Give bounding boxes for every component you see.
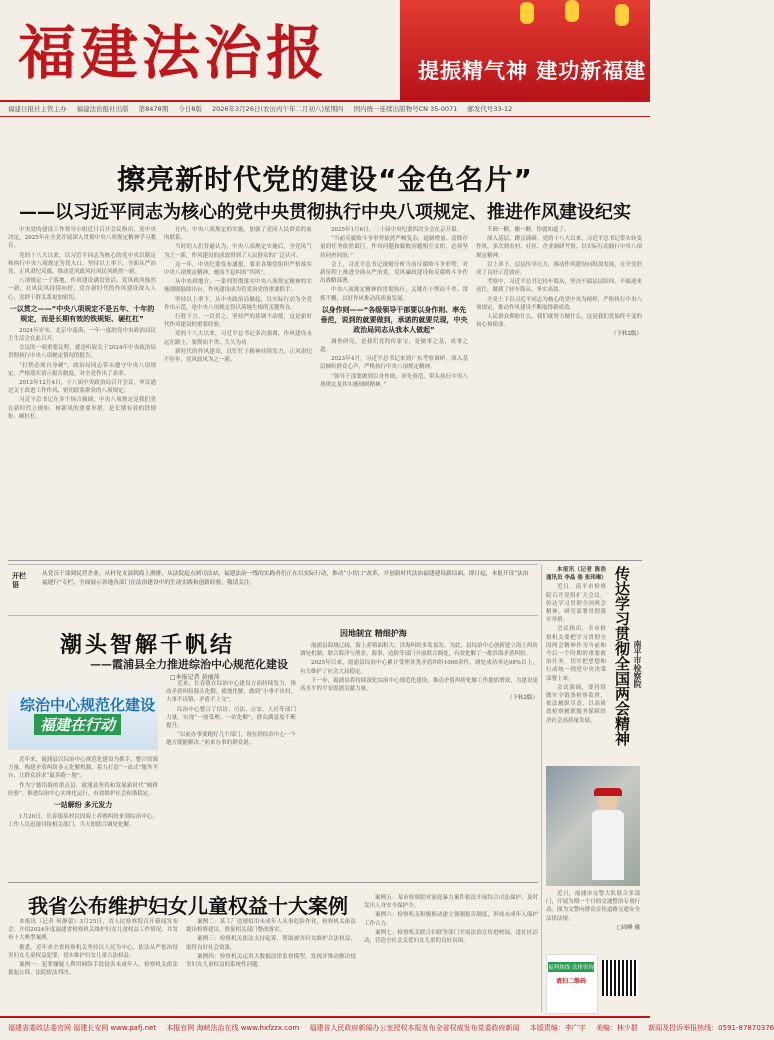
paragraph: 本报讯（记者 何静蕾）3月25日，省人民检察院召开新闻发布会，介绍2024年度福建省检察机关维护妇女儿童权益工作情况，并发布十大典型案例。	[8, 919, 178, 942]
sidebar-headline: 传达学习贯彻全国两会精神	[613, 566, 631, 746]
paragraph: 2023年4月，习近平总书记来到广东考察调研，深入基层倾听群众心声，严格执行中央八项规定精神。	[320, 356, 468, 371]
section-subtitle: 一站解纷 多元发力	[53, 801, 113, 810]
paragraph: 2024年岁末，北京中南海，一年一度的党中央政治局民主生活会在此召开。	[8, 327, 156, 343]
paragraph: 近来，长春镇在综治中心建设方面持续发力，推动矛盾纠纷源头化解、就地化解，做到“小事不出村、大事不出镇、矛盾不上交”。	[166, 681, 296, 704]
photo-credit: □周峰 摄	[616, 924, 640, 931]
feature-column-1	[8, 756, 158, 876]
paragraph: 案例五：某市检察院对家庭暴力案件依法开展综合司法保护，及时发出人身安全保护令。	[364, 895, 538, 910]
feature-caption: 因地制宜 精细护海	[340, 629, 407, 638]
paragraph: 案例六：检察机关积极推动建立强制报告制度，形成未成年人保护工作合力。	[364, 912, 538, 927]
paragraph: 案例七：检察机关联合妇联等部门开展法治宣传进校园、进社区活动，营造全社会关爱妇女儿童的良好氛围。	[364, 929, 538, 945]
footer-editor: 本版责编：李广宇	[529, 1024, 586, 1032]
footer-text: 福建省人民政府新闻办公室授权本报发布全省权威发布党委政府新闻	[309, 1024, 520, 1032]
paragraph: 据悉，近年来全省检察机关坚持以人民为中心，依法从严惩治侵害妇女儿童权益犯罪，切实维护妇女儿童合法权益。	[8, 944, 178, 959]
footer-hotline: 新闻及投诉举报热线：0591-87870376	[648, 1024, 774, 1032]
paragraph: 从中央到地方，一系列贯彻落实中央八项规定精神的实施细则陆续出台，作风建设成为管党治党的重要抓手。	[164, 279, 312, 294]
caption-text: 近日，霞浦市交警大队联合多部门，开展为期一个月的交通整治专项行动。图为交警向群众宣传道路交通安全法律法规。	[546, 891, 640, 922]
footer-link[interactable]: 福建省委政法委官网 福建长安网 www.pafj.net	[8, 1024, 157, 1032]
paragraph: “当前反腐败斗争形势依然严峻复杂，遏制增量、清除存量的任务依然艰巨。作风问题和腐败问题相互交织，必须坚持同查同治。”	[320, 236, 468, 259]
column-divider	[541, 564, 542, 1012]
paragraph: 会议强调，要持续做实全链条检察监督，依法履职尽责，以高质效检察履职服务保障经济社会高质量发展。	[546, 684, 606, 724]
lead-subhead: ——以习近平同志为核心的党中央贯彻执行中央八项规定、推进作风建设纪实	[19, 202, 631, 223]
police-photo	[546, 766, 640, 886]
paragraph: 作为宁德沿海的重点县，霞浦县坚持和发展新时代“枫桥经验”，推进综治中心实体化运行，有效维护社会和谐稳定。	[8, 782, 158, 797]
feature-column-2	[166, 680, 296, 876]
paragraph: 案例一：犯罪嫌疑人利用网络手段侵害未成年人，检察机关依法提起公诉，法院依法判决。	[8, 962, 178, 977]
paragraph: 案例三：检察机关依法支持起诉，帮助被害妇女维护合法权益，取得良好社会效果。	[186, 936, 356, 951]
paragraph: 近年来，霞浦县以综治中心规范化建设为抓手，整合资源力量，构建矛盾纠纷多元化解机制，着力打造“一站式”服务平台，让群众诉求“最多跑一地”。	[8, 757, 158, 780]
feature-column-3	[300, 642, 538, 878]
feature-subhead: ——霞浦县全力推进综治中心规范化建设	[90, 658, 288, 671]
newspaper-title: 福建法治报	[18, 19, 329, 87]
paragraph: 这一年，中央纪委发布通报，要求各级党组织严格落实中央八项规定精神，驰而不息纠治“四风”。	[164, 261, 312, 277]
footer-designer: 美编：林少群	[595, 1024, 638, 1032]
paragraph: 综治中心整合了信访、司法、公安、人社等部门力量，实现“一窗受理、一站化解”，群众满意度不断提升。	[166, 706, 296, 730]
paragraph: “领导干部要做到以身作则、率先垂范，带头执行中央八项规定及其实施细则精神。”	[320, 373, 468, 388]
paragraph: 会议指出，全市检察机关要把学习贯彻全国两会精神作为当前和今后一个时期的重要政治任务，切实把思想和行动统一到党中央决策部署上来。	[546, 626, 606, 682]
paragraph: 全党上下以习近平同志为核心的党中央为榜样，严格执行中央八项规定，推动作风建设不断取得新成效。	[476, 296, 642, 311]
paragraph: 人民群众期盼什么，我们就努力做什么，这是我们党始终不变的初心和使命。	[476, 314, 642, 329]
paragraph: 党的十八大以来，以习近平同志为核心的党中央以制定和执行中央八项规定为切入口，坚持以上率下，全面从严治党，正风肃纪反腐，推动党风政风社风民风焕然一新。	[8, 252, 156, 276]
ad-line-1: 福利热线 法律咨询	[548, 962, 594, 972]
paragraph: 2025年以来，霞浦县综治中心累计受理各类矛盾纠纷1000余件，调处成功率达98%以上，有力维护了社会大局稳定。	[300, 660, 538, 675]
column-intro-text: 从党员干部到民营企业，从村党支部到海上渔排，从法院起点到司法站，福建法治一线的实践者们正在以实际行动，推动“小切口”改革，开创新时代法治福建建设新局面。即日起，本报开设“法治福建行”专栏，全面展示各地各部门在法治建设中的生动实践和创新经验，敬请关注。	[42, 571, 529, 586]
cases-column-2	[186, 918, 356, 1012]
paragraph: 习近平总书记在多个场合强调，中央八项规定是我们党在新时代立规矩、树新风的重要举措，是长期有效的铁规矩、硬杠杠。	[8, 397, 156, 420]
issue-info-bar	[0, 100, 650, 117]
paragraph: 案例四：检察机关运用大数据法律监督模型，发现并推动解决侵害妇女儿童权益的系统性问题。	[186, 953, 356, 969]
paragraph: 深入基层，蹲点调研。党的十八大以来，习近平总书记带头转变作风，多次到农村、社区、企业调研考察，以实际行动践行中央八项规定精神。	[476, 236, 642, 259]
lantern-icon	[520, 2, 534, 24]
paragraph: 霞浦县海域辽阔，海上养殖面积大，涉海纠纷多发易发。为此，县综治中心创新建立海上纠纷调处机制，联合海洋与渔业、海事、边防等部门开展联合调处，有效化解了一批涉海矛盾纠纷。	[300, 643, 538, 658]
lead-column-3	[320, 226, 468, 556]
section-divider	[8, 882, 538, 883]
paragraph: 行胜于言。一以贯之，坚持严的基调不动摇，这是新时代作风建设的重要经验。	[164, 314, 312, 329]
continued-note: （下转2版）	[507, 695, 538, 702]
lead-column-4	[476, 226, 642, 556]
lead-column-2	[164, 226, 312, 556]
issue-date: 2026年3月26日(农历丙午年二月初八)星期四	[212, 105, 344, 113]
photo-caption	[546, 890, 640, 948]
cases-column-3	[364, 894, 538, 1012]
qr-code-icon[interactable]	[602, 960, 638, 996]
paragraph: “以前办事要跑好几个部门，现在到综治中心一个地方就能解决。”前来办事的群众说。	[166, 732, 296, 747]
paragraph: 当时的人们普遍认为，中央八项规定实施后，全党风气为之一新，作风建设的成效得到了人民群众的广泛认可。	[164, 244, 312, 259]
issue-number: 第8478期	[138, 105, 169, 113]
paragraph: 案例二：某工厂违规招用未成年人从事危险作业，检察机关依法提出检察建议，督促相关部门整改落实。	[186, 919, 356, 934]
column-intro-tag: 开栏语	[12, 572, 26, 589]
footer-bar	[0, 1016, 774, 1040]
paragraph: 党的十八大以来，习近平总书记多次强调，作风建设永远在路上，要锲而不舍、久久为功。	[164, 331, 312, 346]
publisher-text: 福建日报社主管主办	[8, 105, 67, 113]
paragraph: 会上，习近平总书记深刻分析当前反腐败斗争形势，对新征程上推进全面从严治党、党风廉政建设和反腐败斗争作出战略部署。	[320, 261, 468, 285]
paragraph: 以上率下，层层传导压力，推动作风建设向纵深发展，在全党形成了良好示范效应。	[476, 261, 642, 277]
publisher-text: 福建法治报社出版	[76, 105, 129, 113]
slogan-text: 提振精气神 建功新福建	[418, 59, 647, 83]
sidebar-org: 南平市检察院	[633, 640, 642, 688]
paragraph: 不卸一颗、搬一颗，你就知道了。	[487, 227, 570, 233]
paragraph: 下一步，霞浦县将持续深化综治中心规范化建设，推动矛盾纠纷化解工作提质增效，为建设更高水平的平安霞浦贡献力量。	[300, 677, 538, 693]
sidebar-text	[546, 566, 606, 758]
officer-vest	[592, 810, 624, 880]
paragraph: 会议的一项重要议程，就是听取关于2024年中央政治局贯彻执行中央八项规定情况的报告。	[8, 345, 156, 360]
paragraph: “打铁必须自身硬”，政治局同志带头遵守中央八项规定，严格落实请示报告制度，对全党作出了表率。	[8, 362, 156, 377]
cases-headline: 我省公布维护妇女儿童权益十大案例	[28, 894, 348, 918]
banner-line-2: 福建在行动	[34, 714, 121, 735]
cn-number: 国内统一连续出版物号CN 35-0071	[353, 105, 458, 113]
lead-column-1	[8, 226, 156, 556]
paragraph: 坚持以上率下，从中央政治局做起，以实际行动为全党作出示范，是中央八项规定得以落地生根的关键所在。	[164, 296, 312, 311]
officer-cap	[594, 788, 622, 796]
page-count: 今日8版	[178, 105, 202, 113]
ad-line-2: 请扫二维码	[555, 978, 586, 985]
paragraph: 在内，中央八项规定的实施，加强了党同人民群众的血肉联系。	[164, 227, 312, 242]
paragraph: 考察中，习近平总书记轻车简从，坚决不搞层层陪同，不搞迎来送往，做到了轻车简从、务实高效。	[476, 279, 642, 294]
feature-byline: □本报记者 黄丽萍	[170, 674, 220, 681]
footer-link[interactable]: 本报官网 海峡法治在线 www.hxfzzx.com	[166, 1024, 300, 1032]
cases-column-1	[8, 918, 178, 1012]
continued-note: （下转2版）	[611, 331, 642, 338]
slogan-banner	[400, 0, 650, 100]
section-subtitle: 一以贯之——“中央八项规定不是五年、十年的规定，而是长期有效的铁规矩、硬杠杠”	[9, 304, 155, 323]
paragraph: 1月20日，长春镇某村民因海上养殖纠纷来到综治中心，工作人员迅速对接相关部门，当天即联合调处化解。	[8, 814, 158, 829]
section-divider	[8, 560, 642, 561]
postal-code: 邮发代号33-12	[467, 105, 513, 113]
lantern-icon	[615, 4, 629, 26]
paragraph: 中央八项规定精神的贯彻执行，关键在于锲而不舍、常抓不懈，以好作风推动高质量发展。	[320, 287, 468, 302]
paragraph: 近日，南平市检察院召开党组扩大会议，传达学习贯彻全国两会精神，研究部署贯彻落实举措。	[546, 584, 606, 624]
lantern-icon	[565, 0, 579, 22]
paragraph: 新时代的作风建设，以钉钉子精神持续发力，正风肃纪不停步，党风政风为之一新。	[164, 348, 312, 364]
paragraph: 八项规定一子落地，作风建设满盘皆活。党风政风焕然一新，社风民风持续向好，党在新时代的作风建设深入人心，党群干群关系更加密切。	[8, 278, 156, 301]
feature-headline: 潮头智解千帆结	[60, 633, 236, 658]
banner-line-1: 综治中心规范化建设	[20, 696, 156, 714]
sidebar-byline: 本报讯（记者 陈浩 通讯员 李晶 骆 张玮琳）	[546, 567, 607, 582]
paragraph: 2025年1月6日，二十届中央纪委四次全会在京开幕。	[331, 227, 462, 233]
paragraph: 2012年12月4日，十八届中央政治局召开会议，审议通过关于改进工作作风、密切联系群众的八项规定。	[8, 380, 156, 395]
paragraph: 调查研究，是我们党的传家宝，是做事之基、成事之道。	[320, 338, 468, 354]
section-subtitle: 以身作则——“各级领导干部要以身作则、率先垂范，说到的就要做到，承诺的就要兑现，中央政治局同志从我本人做起”	[320, 305, 468, 334]
lead-headline: 擦亮新时代党的建设“金色名片”	[117, 163, 533, 196]
paragraph: 中央党的建设工作领导小组近日召开会议指出，党中央决定，2025年在全党开展深入贯彻中央八项规定精神学习教育。	[8, 227, 156, 250]
